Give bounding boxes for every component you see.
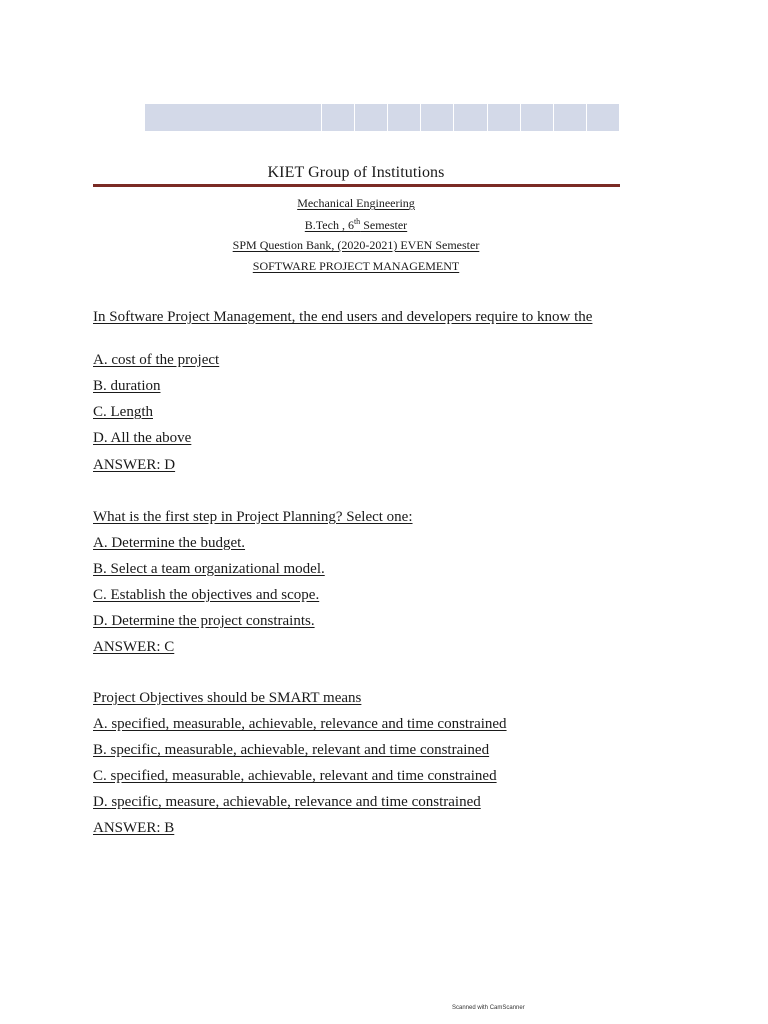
header-table-cell <box>587 104 619 131</box>
header-table-cell <box>145 104 322 131</box>
department-label: Mechanical Engineering <box>297 196 415 210</box>
question-bank-label: SPM Question Bank, (2020-2021) EVEN Semester <box>232 238 480 252</box>
header-table-cell <box>454 104 487 131</box>
header-table-cell <box>322 104 355 131</box>
header-table-cell <box>488 104 521 131</box>
header-table-cell <box>554 104 587 131</box>
program-suffix: Semester <box>360 218 408 232</box>
option-c: C. Establish the objectives and scope. <box>93 587 320 603</box>
answer-label: ANSWER: B <box>93 820 175 836</box>
header-table-cell <box>421 104 454 131</box>
option-c: C. specified, measurable, achievable, relevant and time constrained <box>93 768 497 784</box>
option-b: B. duration <box>93 378 161 394</box>
option-b: B. Select a team organizational model. <box>93 561 325 577</box>
option-c: C. Length <box>93 404 153 420</box>
option-d: D. All the above <box>93 430 192 446</box>
header-table-cell <box>388 104 421 131</box>
option-a: A. cost of the project <box>93 352 220 368</box>
program-label <box>0 217 712 233</box>
answer-label: ANSWER: C <box>93 639 175 655</box>
header-table-cell <box>355 104 388 131</box>
header-table-cell <box>521 104 554 131</box>
header-table <box>145 104 619 131</box>
program-prefix: B.Tech , 6 <box>304 218 354 232</box>
question-text: Project Objectives should be SMART means <box>93 690 362 706</box>
program-sup: th <box>353 217 361 226</box>
answer-label: ANSWER: D <box>93 457 176 473</box>
subject-label: SOFTWARE PROJECT MANAGEMENT <box>252 259 460 273</box>
option-a: A. specified, measurable, achievable, relevance and time constrained <box>93 716 507 732</box>
option-b: B. specific, measurable, achievable, relevant and time constrained <box>93 742 490 758</box>
option-a: A. Determine the budget. <box>93 535 246 551</box>
title-rule <box>93 184 620 187</box>
question-text: In Software Project Management, the end users and developers require to know the <box>93 309 593 325</box>
institution-title: KIET Group of Institutions <box>267 164 445 181</box>
option-d: D. Determine the project constraints. <box>93 613 315 629</box>
question-text: What is the first step in Project Planning? Select one: <box>93 509 413 525</box>
option-d: D. specific, measure, achievable, relevance and time constrained <box>93 794 481 810</box>
scanner-watermark: Scanned with CamScanner <box>452 1005 525 1011</box>
